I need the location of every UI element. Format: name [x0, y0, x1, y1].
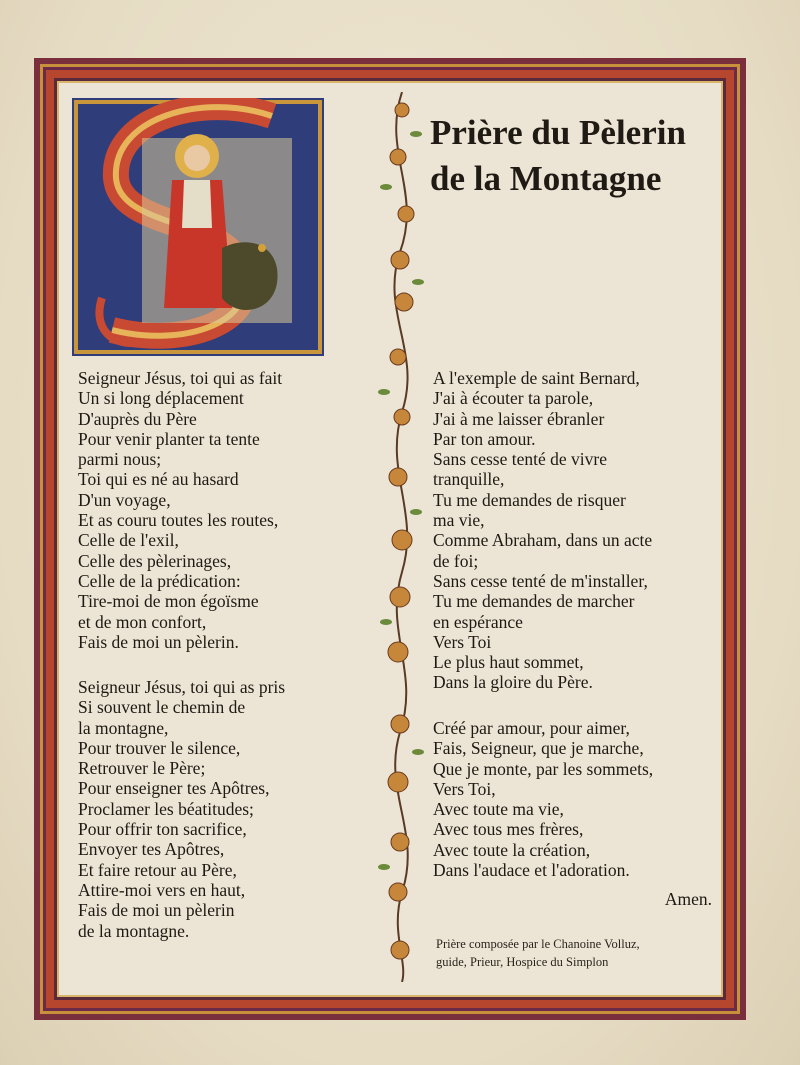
verse-line: Dans la gloire du Père.: [433, 672, 593, 693]
verse-line: Dans l'audace et l'adoration.: [433, 860, 630, 881]
dragon-icon: [222, 242, 278, 310]
verse-line: Un si long déplacement: [78, 388, 244, 409]
flower-icon: [390, 587, 410, 607]
flower-icon: [390, 349, 406, 365]
verse-line: Celle de la prédication:: [78, 570, 241, 591]
verse-line: Fais de moi un pèlerin: [78, 900, 235, 921]
verse-line: Pour venir planter ta tente: [78, 428, 260, 449]
verse-line: Celle des pèlerinages,: [78, 550, 232, 571]
verse-line: ma vie,: [433, 510, 485, 531]
verse-line: Toi qui es né au hasard: [78, 469, 239, 490]
leaf-icon: [412, 749, 424, 755]
verse-line: Avec toute la création,: [433, 839, 591, 860]
verse-line: de la montagne.: [78, 920, 190, 941]
flower-icon: [391, 833, 409, 851]
verse-line: Si souvent le chemin de: [78, 697, 246, 718]
verse-line: A l'exemple de saint Bernard,: [433, 368, 640, 388]
flower-icon: [389, 468, 407, 486]
saint-face: [184, 145, 210, 171]
page-title: [430, 110, 730, 202]
floral-vine-ornament: [372, 92, 434, 982]
verse-line: et de mon confort,: [78, 611, 207, 632]
verse-line: la montagne,: [78, 717, 169, 738]
verse-line: parmi nous;: [78, 449, 162, 470]
verse-line: Et as couru toutes les routes,: [78, 510, 279, 531]
stanza-3: [433, 368, 652, 693]
verse-line: Créé par amour, pour aimer,: [433, 718, 630, 738]
leaf-icon: [410, 131, 422, 137]
flower-icon: [394, 409, 410, 425]
verse-line: J'ai à me laisser ébranler: [433, 408, 605, 429]
author-credit: [436, 935, 640, 971]
flower-icon: [395, 103, 409, 117]
stanza-1: [78, 368, 282, 652]
verse-line: tranquille,: [433, 469, 505, 490]
verse-line: Seigneur Jésus, toi qui as fait: [78, 368, 283, 388]
flower-icon: [395, 293, 413, 311]
flower-icon: [398, 206, 414, 222]
leaf-icon: [412, 279, 424, 285]
stanza-4: [433, 718, 653, 880]
verse-line: Et faire retour au Père,: [78, 859, 237, 880]
title-line-1: Prière du Pèlerin: [430, 113, 686, 152]
flower-icon: [389, 883, 407, 901]
verse-line: J'ai à écouter ta parole,: [433, 388, 594, 409]
flower-icon: [391, 715, 409, 733]
leaf-icon: [378, 864, 390, 870]
credit-line-1: Prière composée par le Chanoine Volluz,: [436, 937, 640, 951]
verse-line: Pour offrir ton sacrifice,: [78, 819, 247, 840]
verse-line: Sans cesse tenté de vivre: [433, 449, 607, 470]
stanza-2: [78, 677, 285, 941]
illuminated-initial-icon: [72, 98, 324, 356]
flower-icon: [391, 251, 409, 269]
verse-line: en espérance: [433, 611, 523, 632]
verse-line: Fais de moi un pèlerin.: [78, 631, 239, 652]
verse-line: Que je monte, par les sommets,: [433, 758, 654, 779]
verse-line: Avec toute ma vie,: [433, 799, 564, 820]
saint-surplice: [182, 180, 212, 228]
leaf-icon: [380, 184, 392, 190]
verse-line: Pour trouver le silence,: [78, 737, 241, 758]
verse-line: Proclamer les béatitudes;: [78, 798, 254, 819]
verse-line: Celle de l'exil,: [78, 530, 179, 551]
verse-line: Attire-moi vers en haut,: [78, 879, 246, 900]
verse-line: Envoyer tes Apôtres,: [78, 839, 225, 860]
dragon-eye: [258, 244, 266, 252]
title-line-2: de la Montagne: [430, 159, 662, 198]
verse-line: Fais, Seigneur, que je marche,: [433, 738, 644, 759]
leaf-icon: [380, 619, 392, 625]
verse-line: Vers Toi,: [433, 778, 496, 799]
verse-line: D'un voyage,: [78, 489, 171, 510]
flower-icon: [391, 941, 409, 959]
flower-icon: [390, 149, 406, 165]
leaf-icon: [378, 389, 390, 395]
verse-line: de foi;: [433, 550, 479, 571]
verse-line: Seigneur Jésus, toi qui as pris: [78, 677, 286, 697]
verse-line: Par ton amour.: [433, 428, 536, 449]
leaf-icon: [410, 509, 422, 515]
verse-line: Vers Toi: [433, 631, 492, 652]
verse-line: D'auprès du Père: [78, 408, 197, 429]
verse-line: Pour enseigner tes Apôtres,: [78, 778, 270, 799]
verse-line: Tu me demandes de risquer: [433, 489, 626, 510]
flower-icon: [392, 530, 412, 550]
verse-line: Retrouver le Père;: [78, 758, 206, 779]
verse-line: Avec tous mes frères,: [433, 819, 584, 840]
flower-icon: [388, 772, 408, 792]
verse-line: Le plus haut sommet,: [433, 652, 584, 673]
credit-line-2: guide, Prieur, Hospice du Simplon: [436, 955, 609, 969]
verse-line: Tu me demandes de marcher: [433, 591, 635, 612]
flower-icon: [388, 642, 408, 662]
verse-line: Comme Abraham, dans un acte: [433, 530, 653, 551]
amen-text: Amen.: [664, 889, 712, 909]
verse-line: Tire-moi de mon égoïsme: [78, 591, 259, 612]
verse-line: Sans cesse tenté de m'installer,: [433, 570, 648, 591]
